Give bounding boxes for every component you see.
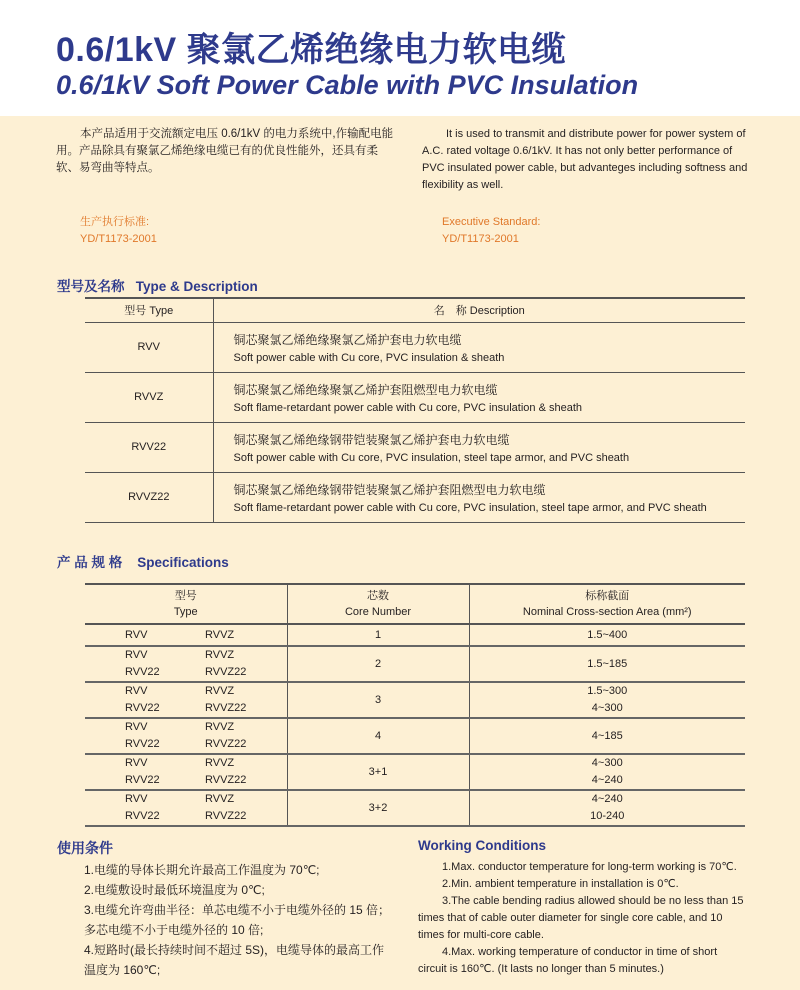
area-value: 4~240 [591,793,623,805]
standard-value: YD/T1173-2001 [442,233,519,245]
desc-cell [213,322,745,372]
desc-en: Soft flame-retardant power cable with Cu core, PVC insulation, steel tape armor, and PVC sheath [233,501,707,514]
type-value: RVVZ [205,649,235,661]
table-header [85,584,745,624]
condition-item: 2.Min. ambient temperature in installation is 0℃. [442,878,679,890]
standard-label: 生产执行标准: [80,216,150,228]
table-row [85,372,745,422]
type-section-title: 型号及名称 Type & Description [57,279,258,294]
type-value: RVVZ22 [205,810,247,822]
type-cell [85,754,287,790]
type-value: RVV [125,757,148,769]
type-value: RVVZ [205,685,235,697]
area-value: 4~300 [591,757,623,769]
type-value: RVV22 [125,666,160,678]
type-cell: RVVZ22 [85,472,213,522]
table-row [85,790,745,826]
col-type-zh: 型号 [174,590,197,602]
type-cell [85,682,287,718]
conditions-title-en: Working Conditions [418,838,546,853]
intro-en: It is used to transmit and distribute power for power system of A.C. rated voltage 0.6/1kV. It has not only better performance of PVC insulated power cable, but advanteges including softness and flexibility as well. [422,128,748,191]
type-value: RVVZ [205,721,235,733]
col-type [85,584,287,624]
desc-cell [213,472,745,522]
condition-item: 1.Max. conductor temperature for long-term working is 70℃. [442,861,737,873]
condition-item: 4.Max. working temperature of conductor in time of short circuit is 160℃. (It lasts no longer than 5 minutes.) [418,946,718,975]
area-value: 4~240 [591,774,623,786]
table-header [85,298,745,322]
desc-zh: 铜芯聚氯乙烯绝缘钢带铠装聚氯乙烯护套电力软电缆 [233,432,510,447]
spec-table [85,583,745,827]
condition-item: 3.电缆允许弯曲半径：单芯电缆不小于电缆外径的 15 倍；多芯电缆不小于电缆外径的 10 倍; [84,903,391,937]
desc-zh: 铜芯聚氯乙烯绝缘钢带铠装聚氯乙烯护套阻燃型电力软电缆 [233,482,546,497]
col-area-zh: 标称截面 [585,590,630,602]
intro-zh: 本产品适用于交流额定电压 0.6/1kV 的电力系统中,作输配电能用。产品除具有聚氯乙烯绝缘电缆已有的优良性能外，还具有柔软、易弯曲等特点。 [56,128,394,174]
core-cell: 3+2 [287,790,469,826]
area-value: 4~185 [591,729,623,742]
condition-item: 3.The cable bending radius allowed should be no less than 15 times that of cable outer diameter for single core cable, and 10 times for multi-core cable. [418,895,744,941]
desc-zh: 铜芯聚氯乙烯绝缘聚氯乙烯护套电力软电缆 [233,332,462,347]
type-cell: RVV22 [85,422,213,472]
table-row [85,624,745,646]
area-value: 10-240 [590,810,625,822]
condition-item: 4.短路时(最长持续时间不超过 5S)，电缆导体的最高工作温度为 160℃; [84,943,385,977]
standard-zh [80,214,157,248]
col-core [287,584,469,624]
area-value: 1.5~185 [587,657,628,670]
type-value: RVVZ [205,628,235,641]
standard-value: YD/T1173-2001 [80,233,157,245]
type-value: RVVZ22 [205,774,247,786]
type-value: RVV22 [125,810,160,822]
standard-label: Executive Standard: [442,216,541,228]
standard-en [442,214,540,248]
type-value: RVVZ22 [205,702,247,714]
table-row [85,754,745,790]
core-cell: 4 [287,718,469,754]
type-cell [85,624,287,646]
col-core-zh: 芯数 [367,590,389,602]
condition-item: 1.电缆的导体长期允许最高工作温度为 70℃; [84,863,320,877]
title-zh: 0.6/1kV 聚氯乙烯绝缘电力软电缆 [56,31,567,69]
desc-en: Soft flame-retardant power cable with Cu core, PVC insulation & sheath [233,401,583,414]
type-value: RVV22 [125,702,160,714]
type-value: RVVZ22 [205,738,247,750]
desc-cell [213,422,745,472]
type-cell [85,646,287,682]
type-cell [85,718,287,754]
type-value: RVV [125,721,148,733]
col-area-en: Nominal Cross-section Area (mm²) [522,606,692,618]
type-cell [85,790,287,826]
type-value: RVV [125,649,148,661]
condition-item: 2.电缆敷设时最低环境温度为 0℃; [84,883,265,897]
table-row [85,682,745,718]
type-table [85,297,745,523]
table-row [85,322,745,372]
type-value: RVV [125,793,148,805]
desc-zh: 铜芯聚氯乙烯绝缘聚氯乙烯护套阻燃型电力软电缆 [233,382,498,397]
table-row [85,472,745,522]
desc-en: Soft power cable with Cu core, PVC insulation & sheath [233,351,505,364]
col-core-en: Core Number [344,606,412,618]
area-cell [469,646,745,682]
core-cell: 3 [287,682,469,718]
area-value: 1.5~300 [587,685,628,697]
table-row [85,718,745,754]
area-cell [469,624,745,646]
type-value: RVV [125,685,148,697]
area-value: 1.5~400 [587,628,628,641]
conditions-zh [84,860,394,980]
table-row [85,422,745,472]
type-value: RVV22 [125,774,160,786]
conditions-en [418,859,748,978]
type-cell: RVV [85,322,213,372]
type-cell: RVVZ [85,372,213,422]
core-cell: 1 [287,624,469,646]
type-value: RVVZ [205,793,235,805]
spec-section-title: 产 品 规 格 Specifications [57,555,229,570]
area-cell [469,754,745,790]
header-band [0,0,800,116]
type-value: RVV22 [125,738,160,750]
area-cell [469,790,745,826]
col-type-en: Type [173,606,198,618]
type-value: RVVZ [205,757,235,769]
conditions-title-zh: 使用条件 [57,840,113,856]
col-desc: 名 称 Description [213,298,745,322]
type-value: RVVZ22 [205,666,247,678]
desc-en: Soft power cable with Cu core, PVC insulation, steel tape armor, and PVC sheath [233,451,630,464]
core-cell: 2 [287,646,469,682]
col-type: 型号 Type [85,298,213,322]
area-cell [469,718,745,754]
area-value: 4~300 [591,702,623,714]
core-cell: 3+1 [287,754,469,790]
area-cell [469,682,745,718]
title-en: 0.6/1kV Soft Power Cable with PVC Insulation [56,70,639,100]
type-value: RVV [125,628,148,641]
desc-cell [213,372,745,422]
col-area [469,584,745,624]
table-row [85,646,745,682]
